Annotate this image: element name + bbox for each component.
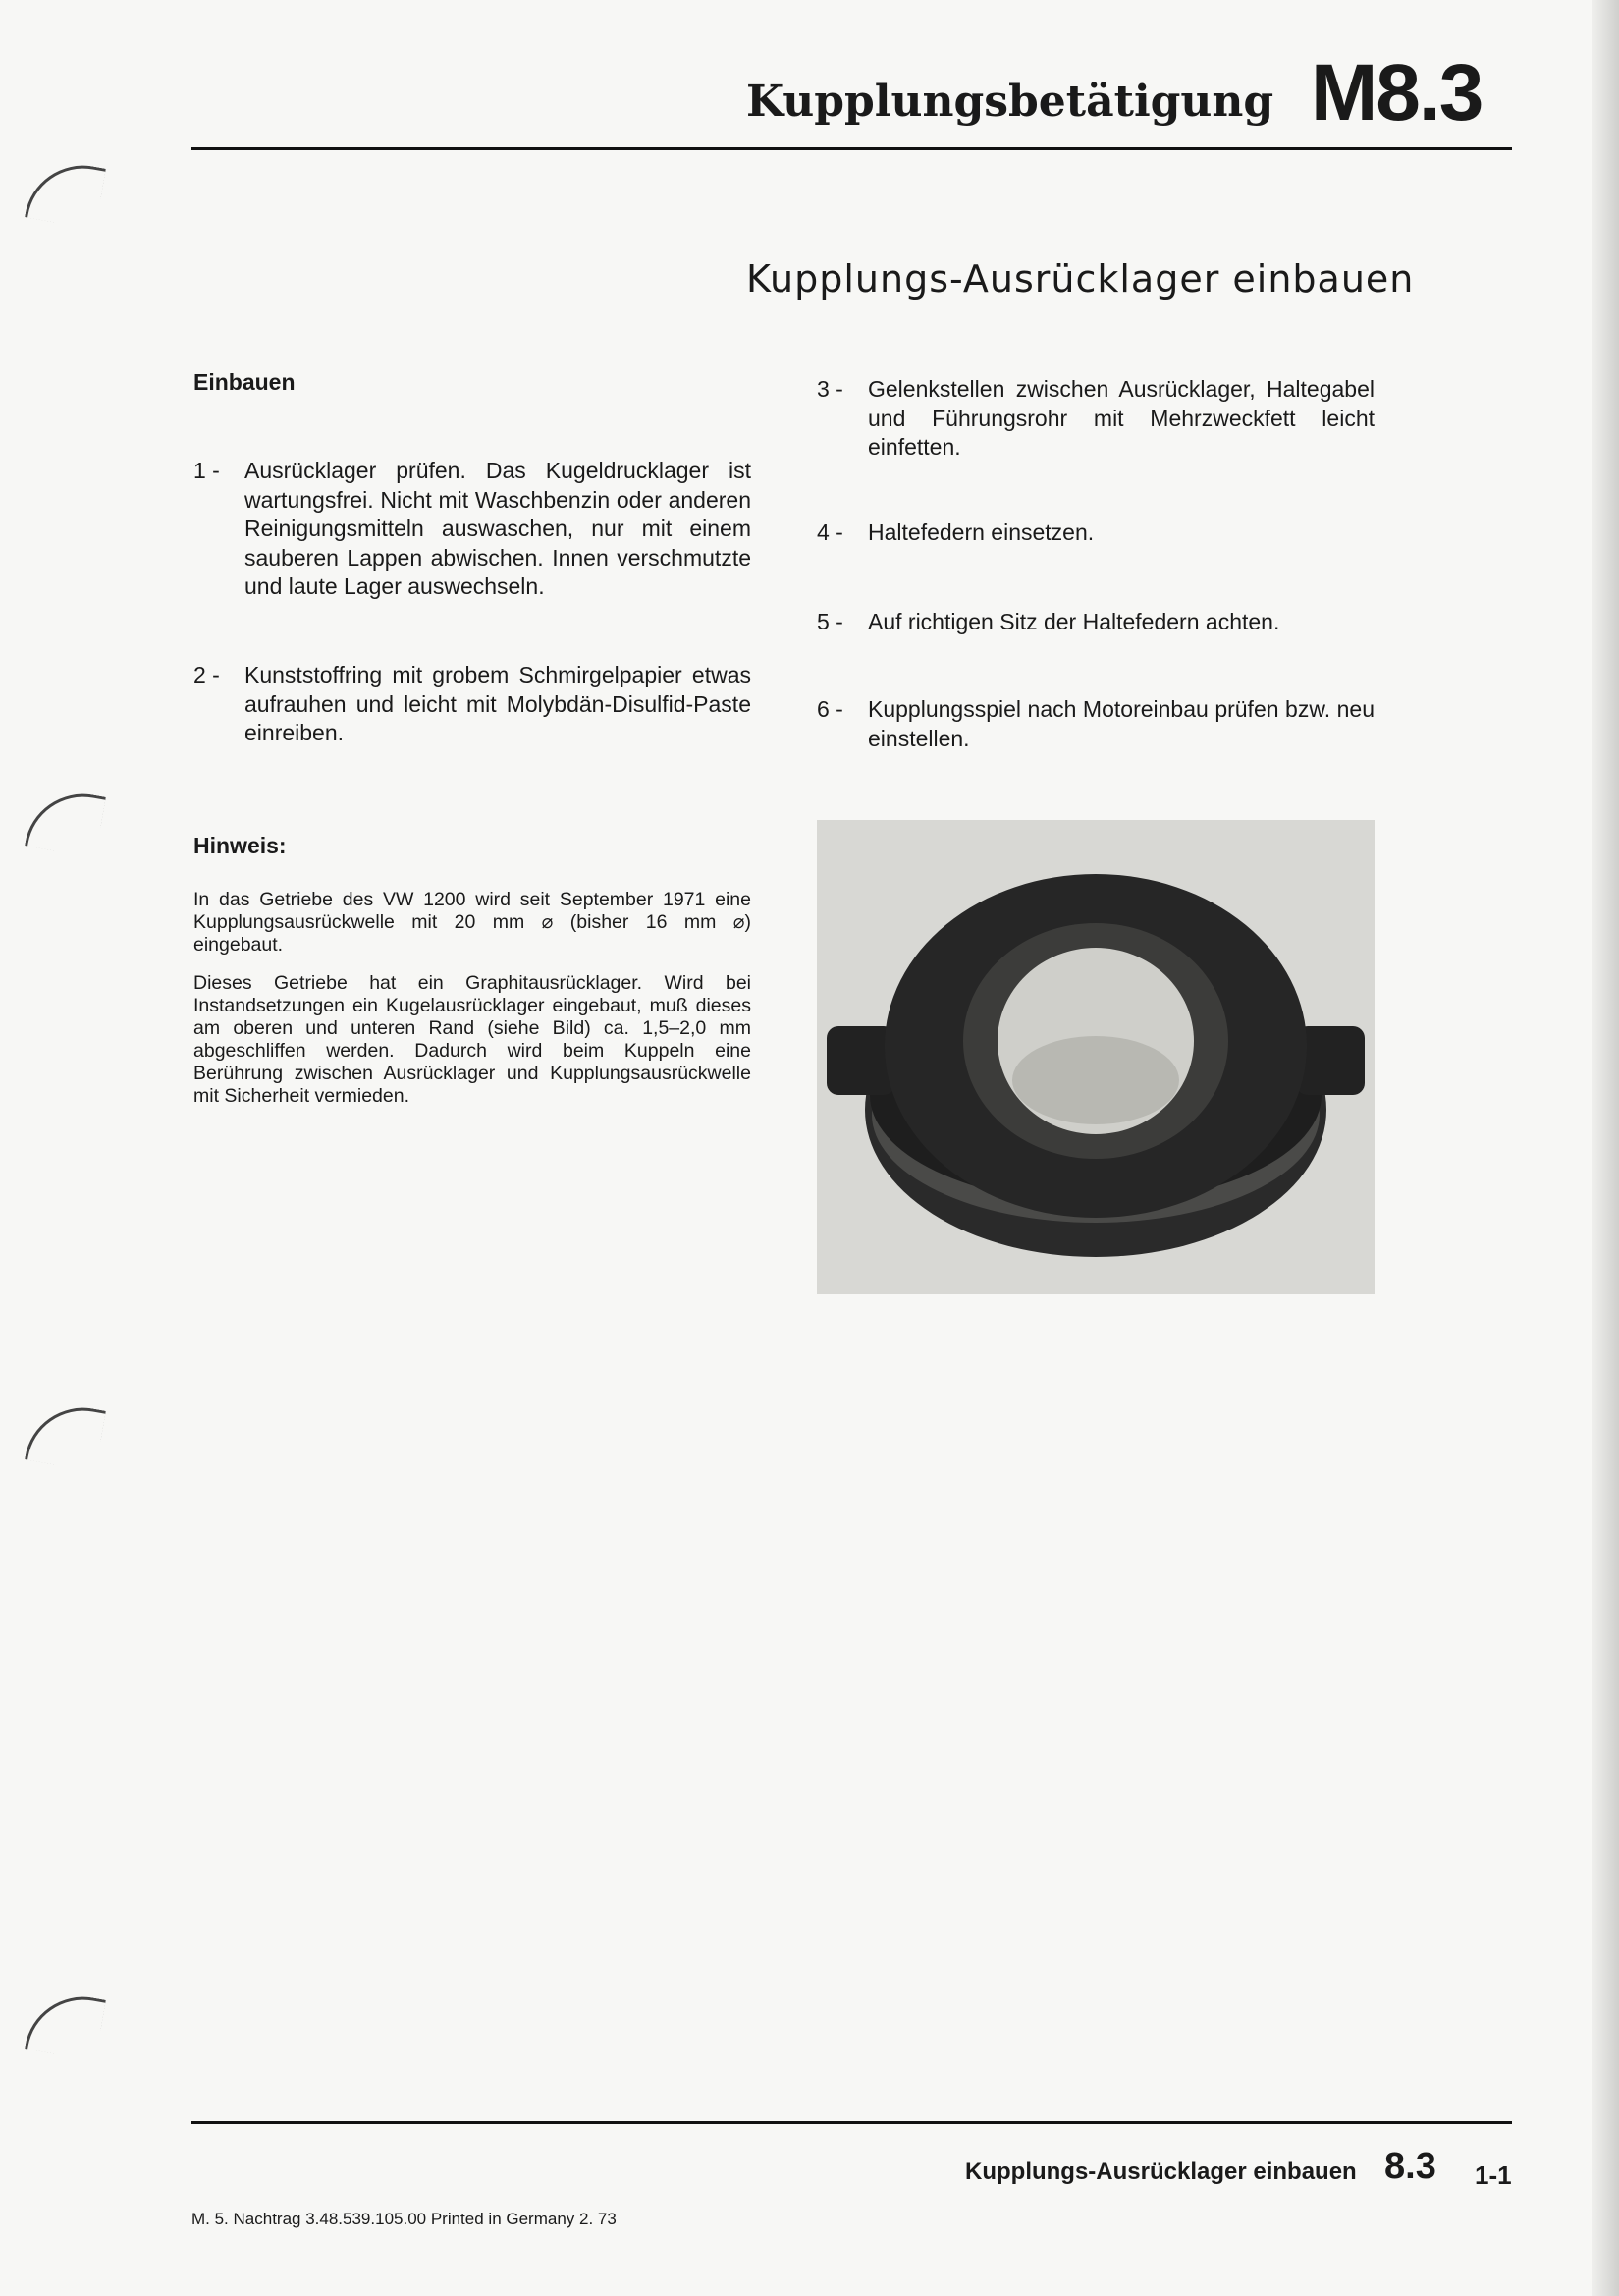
- step-item: [193, 661, 751, 748]
- footer-rule: [191, 2121, 1512, 2124]
- step-number: 4 -: [817, 519, 843, 545]
- page-subtitle: Kupplungs-Ausrücklager einbauen: [746, 257, 1415, 301]
- step-number: 6 -: [817, 696, 843, 722]
- note-paragraph: In das Getriebe des VW 1200 wird seit September 1971 eine Kupplungsausrückwelle mit 20 mm ⌀ (bisher 16 mm ⌀) eingebaut.: [193, 889, 751, 956]
- punch-hole: [25, 785, 106, 858]
- step-item: [817, 375, 1375, 463]
- page-edge-shadow: [1592, 0, 1619, 2296]
- step-text: Ausrücklager prüfen. Das Kugeldrucklager ist wartungsfrei. Nicht mit Waschbenzin oder anderen Reinigungsmitteln auswaschen, nur mit einem sauberen Lappen abwischen. Innen verschmutzte und laute Lager auswechseln.: [244, 458, 751, 599]
- bearing-photo: [817, 820, 1375, 1294]
- step-number: 2 -: [193, 662, 220, 687]
- punch-hole: [25, 156, 106, 230]
- step-number: 1 -: [193, 458, 220, 483]
- footer-title: Kupplungs-Ausrücklager einbauen: [965, 2159, 1357, 2185]
- step-text: Kupplungsspiel nach Motoreinbau prüfen bzw. neu einstellen.: [868, 696, 1375, 751]
- header-title: Kupplungsbetätigung: [746, 77, 1274, 127]
- step-text: Auf richtigen Sitz der Haltefedern achten.: [868, 609, 1280, 634]
- step-item: [193, 457, 751, 602]
- step-number: 5 -: [817, 609, 843, 634]
- print-info: M. 5. Nachtrag 3.48.539.105.00 Printed in Germany 2. 73: [191, 2210, 617, 2228]
- section-heading: Einbauen: [193, 369, 296, 395]
- note-paragraph: Dieses Getriebe hat ein Graphitausrücklager. Wird bei Instandsetzungen ein Kugelausrücklager eingebaut, muß dieses am oberen und unteren Rand (siehe Bild) ca. 1,5–2,0 mm abgeschliffen werden. Dadurch wird beim Kuppeln eine Berührung zwischen Ausrücklager und Kupplungsausrückwelle mit Sicherheit vermieden.: [193, 972, 751, 1107]
- footer-page-number: 1-1: [1475, 2160, 1512, 2190]
- note-heading: Hinweis:: [193, 833, 287, 858]
- step-item: [817, 608, 1375, 637]
- header-code: M8.3: [1311, 48, 1483, 137]
- step-text: Haltefedern einsetzen.: [868, 519, 1095, 545]
- footer-section-number: 8.3: [1384, 2146, 1436, 2187]
- step-item: [817, 519, 1375, 548]
- step-item: [817, 695, 1375, 753]
- step-number: 3 -: [817, 376, 843, 402]
- punch-hole: [25, 1398, 106, 1472]
- step-text: Kunststoffring mit grobem Schmirgelpapier etwas aufrauhen und leicht mit Molybdän-Disulfid-Paste einreiben.: [244, 662, 751, 745]
- punch-hole: [25, 1988, 106, 2061]
- header-rule: [191, 147, 1512, 150]
- step-text: Gelenkstellen zwischen Ausrücklager, Haltegabel und Führungsrohr mit Mehrzweckfett leicht einfetten.: [868, 376, 1375, 460]
